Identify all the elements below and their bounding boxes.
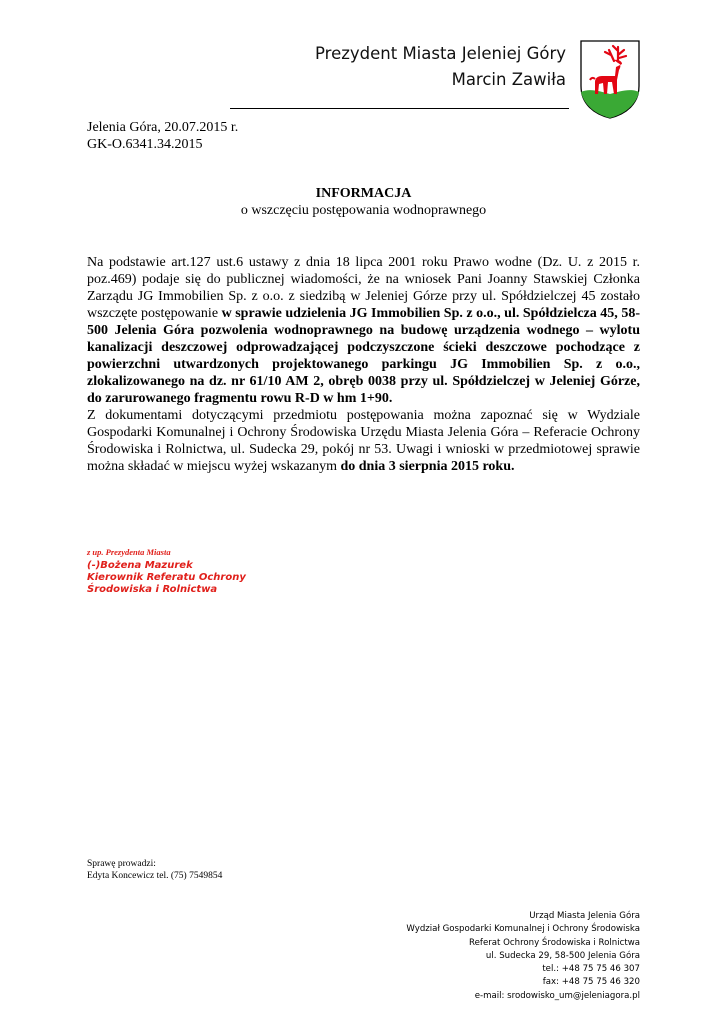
body-p2-bold: do dnia 3 sierpnia 2015 roku. <box>340 459 515 474</box>
header-divider <box>230 108 569 109</box>
case-handler-contact: Edyta Koncewicz tel. (75) 7549854 <box>87 870 223 881</box>
header-title: Prezydent Miasta Jeleniej Góry <box>314 44 566 63</box>
body-p1-text: Na podstawie art.127 ust.6 ustawy z dnia 18 lipca 2001 roku Prawo wodne (Dz. U. z 2015 r. poz.469) podaje się do publicznej wiadomości, że na wniosek Pani Joanny Stawskiej Członka Zarządu JG Immobilien Sp. z o.o. z siedzibą w Jeleniej Górze przy ul. Spółdzielczej 45 zostało wszczęte postępowanie <box>87 255 640 321</box>
footer-fax: fax: +48 75 75 46 320 <box>542 977 640 988</box>
deer-crest-icon <box>578 38 642 120</box>
footer-line: ul. Sudecka 29, 58-500 Jelenia Góra <box>485 950 640 961</box>
case-handler-label: Sprawę prowadzi: <box>87 859 156 869</box>
case-handler <box>87 859 222 882</box>
document-date: Jelenia Góra, 20.07.2015 r. <box>87 120 239 135</box>
document-heading: INFORMACJA <box>315 186 412 201</box>
footer-address <box>406 910 640 1003</box>
footer-line: Wydział Gospodarki Komunalnej i Ochrony Środowiska <box>406 924 640 935</box>
signature-name: (-)Bożena Mazurek <box>87 560 193 571</box>
body-paragraph-2 <box>87 407 640 475</box>
signature-block <box>87 546 246 596</box>
document-title <box>87 185 640 219</box>
signature-lead: z up. Prezydenta Miasta <box>87 547 171 557</box>
header-mayor-name: Marcin Zawiła <box>451 70 566 89</box>
document-body <box>87 254 640 475</box>
body-p1-bold: w sprawie udzielenia JG Immobilien Sp. z o.o., ul. Spółdzielcza 45, 58-500 Jelenia Góra pozwolenia wodnoprawnego na budowę urządzenia wodnego – wylotu kanalizacji deszczowej odprowadzającej podczyszczone ścieki deszczowe pochodzące z powierzchni utwardzonych projektowanego parkingu JG Immobilien Sp. z o.o., zlokalizowanego na dz. nr 61/10 AM 2, obręb 0038 przy ul. Spółdzielczej w Jeleniej Górze, do zarurowanego fragmentu rowu R-D w hm 1+90. <box>87 306 640 406</box>
document-meta <box>87 119 238 153</box>
footer-line: Referat Ochrony Środowiska i Rolnictwa <box>469 937 640 948</box>
footer-line: Urząd Miasta Jelenia Góra <box>529 911 640 921</box>
document-reference: GK-O.6341.34.2015 <box>87 137 203 152</box>
body-paragraph-1 <box>87 254 640 407</box>
footer-email: e-mail: srodowisko_um@jeleniagora.pl <box>474 990 640 1001</box>
signature-role-line2: Środowiska i Rolnictwa <box>87 584 218 595</box>
signature-role-line1: Kierownik Referatu Ochrony <box>87 572 246 583</box>
document-subheading: o wszczęciu postępowania wodnoprawnego <box>240 203 487 218</box>
footer-phone: tel.: +48 75 75 46 307 <box>542 964 640 975</box>
body-p2-text: Z dokumentami dotyczącymi przedmiotu postępowania można zapoznać się w Wydziale Gospodarki Komunalnej i Ochrony Środowiska Urzędu Miasta Jelenia Góra – Referacie Ochrony Środowiska i Rolnictwa, ul. Sudecka 29, pokój nr 53. Uwagi i wnioski w przedmiotowej sprawie można składać w miejscu wyżej wskazanym <box>87 408 640 474</box>
